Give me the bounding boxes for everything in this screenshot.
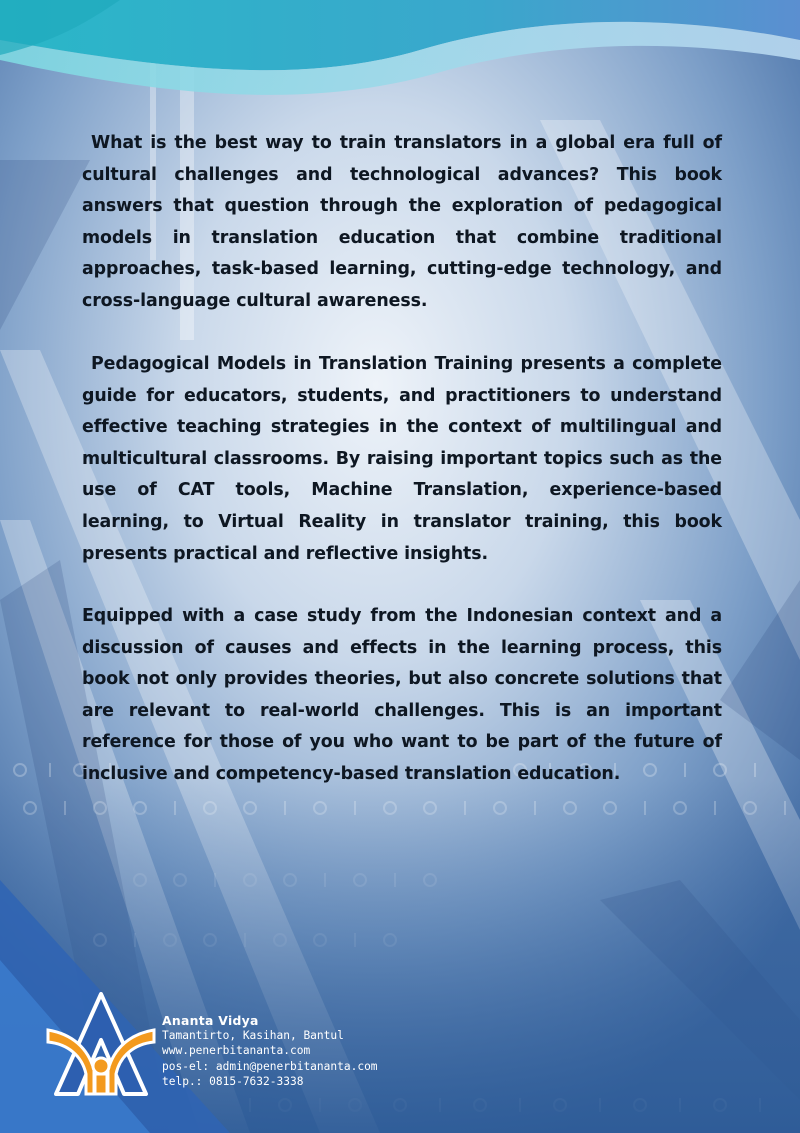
paragraph-2	[82, 349, 722, 570]
paragraph-1-text: What is the best way to train translators in a global era full of cultural challenges and technological advances? This book answers that question through the exploration of pedagogical models in translation education that combine traditional approaches, task-based learning, cutting-edge technology, and cross-language cultural awareness.	[82, 133, 722, 311]
paragraph-3-text: Equipped with a case study from the Indonesian context and a discussion of causes and effects in the learning process, this book not only provides theories, but also concrete solutions that are relevant to real-world challenges. This is an important reference for those of you who want to be part of the future of inclusive and competency-based translation education.	[82, 606, 722, 784]
paragraph-1	[82, 128, 722, 318]
publisher-address: Tamantirto, Kasihan, Bantul	[162, 1029, 344, 1043]
publisher-phone: telp.: 0815-7632-3338	[162, 1074, 304, 1088]
publisher-name: Ananta Vidya	[162, 1013, 259, 1028]
paragraph-3	[82, 601, 722, 791]
publisher-email[interactable]: pos-el: admin@penerbitananta.com	[162, 1059, 378, 1073]
publisher-info	[162, 1013, 378, 1089]
publisher-logo-icon	[42, 990, 160, 1098]
paragraph-2-text: Pedagogical Models in Translation Training presents a complete guide for educators, students, and practitioners to understand effective teaching strategies in the context of multilingual and multicultural classrooms. By raising important topics such as the use of CAT tools, Machine Translation, experience-based learning, to Virtual Reality in translator training, this book presents practical and reflective insights.	[82, 354, 722, 564]
publisher-website[interactable]: www.penerbitananta.com	[162, 1044, 311, 1058]
